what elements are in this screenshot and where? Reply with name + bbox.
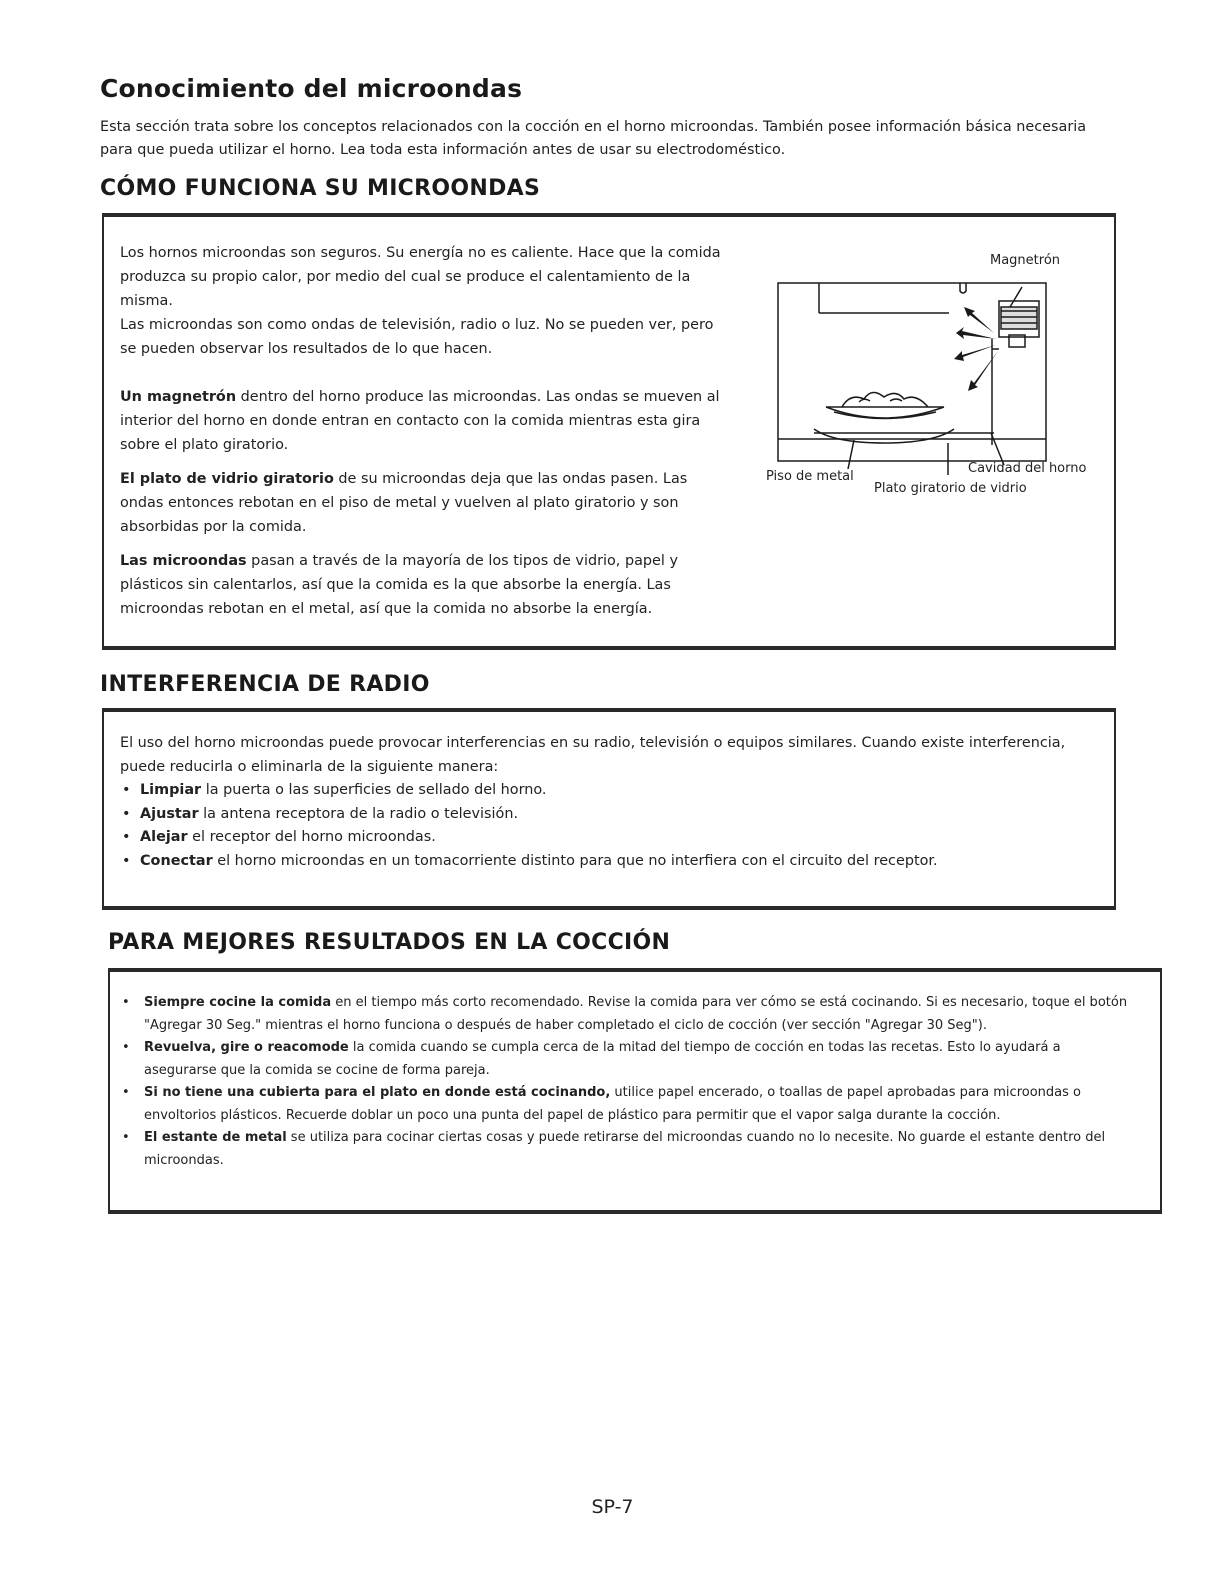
microwaves-desc: pasan a través de la mayoría de los tipos de vidrio, papel y plásticos sin calentarlos, así que la comida es la que absorbe la energía. Las microondas rebotan en el metal, así que la comida no absorbe la energía. [120,553,678,617]
best-results-content [118,992,1136,1172]
best-results-list [118,992,1136,1172]
list-item: • Revuelva, gire o reacomode la comida cuando se cumpla cerca de la mitad del tiempo de cocción en todas las recetas. Esto lo ayudará a asegurarse que la comida se cocine de forma pareja. [118,1037,1136,1082]
label-oven-cavity: Cavidad del horno [968,461,1087,476]
tray-desc: de su microondas deja que las ondas pasen. Las ondas entonces rebotan en el piso de metal y vuelven al plato giratorio y son absorbidas por la comida. [120,471,688,535]
list-item: • Siempre cocine la comida en el tiempo más corto recomendado. Revise la comida para ver cómo se está cocinando. Si es necesario, toque el botón "Agregar 30 Seg." mientras el horno funciona o después de haber completado el ciclo de cocción (ver sección "Agregar 30 Seg"). [118,992,1136,1037]
para-tray [120,467,730,539]
label-glass-tray: Plato giratorio de vidrio [874,481,1027,496]
how-it-works-box [102,213,1116,650]
radio-interference-box [102,708,1116,910]
list-item: • Limpiar la puerta o las superficies de sellado del horno. [120,779,1090,803]
list-item: • Conectar el horno microondas en un tomacorriente distinto para que no interfiera con el circuito del receptor. [120,850,1090,874]
label-metal-floor: Piso de metal [766,469,854,484]
para-microwaves [120,549,730,621]
list-item: • Si no tiene una cubierta para el plato en donde está cocinando, utilice papel encerado, o toallas de papel aprobadas para microondas o envoltorios plásticos. Recuerde doblar un poco una punta del papel de plástico para permitir que el vapor salga durante la cocción. [118,1082,1136,1127]
magnetron-term: Un magnetrón [120,389,237,405]
best-results-box [108,968,1162,1214]
para-safe: Los hornos microondas son seguros. Su energía no es caliente. Hace que la comida produzca su propio calor, por medio del cual se produce el calentamiento de la misma. [120,245,721,309]
magnetron-desc: dentro del horno produce las microondas. Las ondas se mueven al interior del horno en donde entran en contacto con la comida mientras esta gira sobre el plato giratorio. [120,389,720,453]
section-heading-best-results: PARA MEJORES RESULTADOS EN LA COCCIÓN [108,930,671,955]
how-it-works-text [120,241,730,621]
label-magnetron: Magnetrón [990,253,1061,268]
radio-interference-content [120,732,1090,873]
list-item: • El estante de metal se utiliza para cocinar ciertas cosas y puede retirarse del microondas cuando no lo necesite. No guarde el estante dentro del microondas. [118,1127,1136,1172]
microwave-diagram [764,247,1104,477]
microwaves-term: Las microondas [120,553,247,569]
section-heading-how-it-works: CÓMO FUNCIONA SU MICROONDAS [100,176,541,201]
page-title: Conocimiento del microondas [100,74,523,103]
intro-paragraph: Esta sección trata sobre los conceptos relacionados con la cocción en el horno microondas. También posee información básica necesaria para que pueda utilizar el horno. Lea toda esta información antes de usar su electrodoméstico. [100,119,1087,158]
list-item: • Ajustar la antena receptora de la radio o televisión. [120,803,1090,827]
tray-term: El plato de vidrio giratorio [120,471,334,487]
para-waves: Las microondas son como ondas de televisión, radio o luz. No se pueden ver, pero se pueden observar los resultados de lo que hacen. [120,317,714,357]
para-magnetron [120,385,730,457]
radio-interference-list [120,779,1090,873]
section-heading-radio-interference: INTERFERENCIA DE RADIO [100,672,430,697]
page-number: SP-7 [591,1496,634,1518]
list-item: • Alejar el receptor del horno microondas. [120,826,1090,850]
radio-interference-intro: El uso del horno microondas puede provocar interferencias en su radio, televisión o equipos similares. Cuando existe interferencia, puede reducirla o eliminarla de la siguiente manera: [120,735,1066,775]
